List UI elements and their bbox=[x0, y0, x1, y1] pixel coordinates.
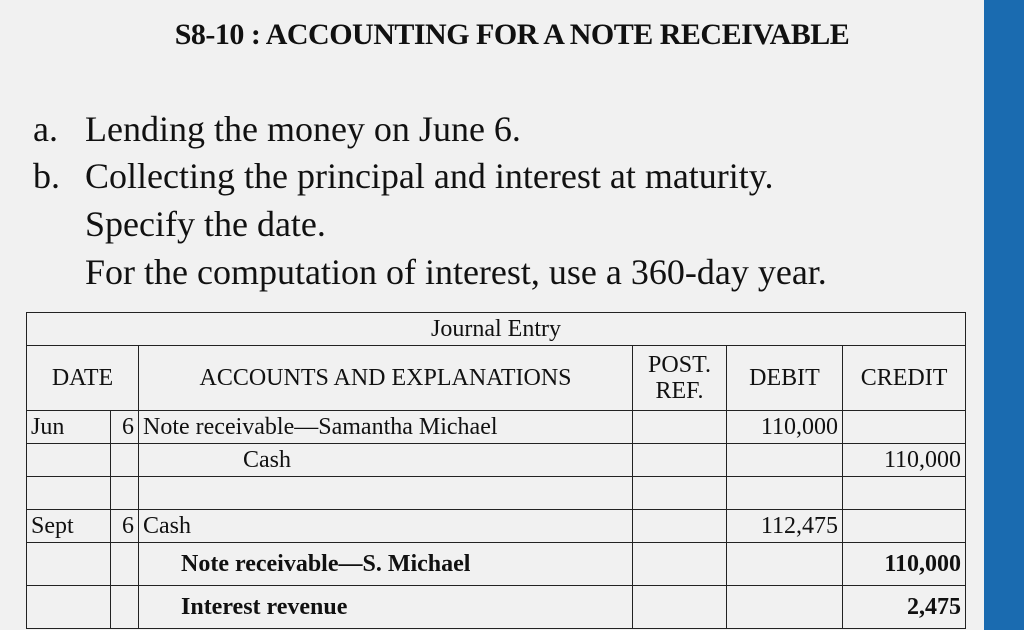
cell-account: Note receivable—Samantha Michael bbox=[139, 411, 633, 444]
header-post-ref-line2: REF. bbox=[655, 378, 704, 404]
cell-debit: 112,475 bbox=[727, 510, 843, 543]
cell-month: Sept bbox=[27, 510, 111, 543]
instruction-b bbox=[33, 155, 773, 197]
cell-debit bbox=[727, 477, 843, 510]
instruction-text: Collecting the principal and interest at maturity. bbox=[85, 156, 774, 196]
cell-account: Note receivable—S. Michael bbox=[139, 543, 633, 586]
cell-month bbox=[27, 543, 111, 586]
cell-post-ref bbox=[633, 586, 727, 629]
table-row bbox=[27, 477, 966, 510]
cell-credit: 110,000 bbox=[843, 543, 966, 586]
cell-post-ref bbox=[633, 543, 727, 586]
cell-credit: 110,000 bbox=[843, 444, 966, 477]
instruction-marker: b. bbox=[33, 156, 60, 196]
cell-month bbox=[27, 477, 111, 510]
cell-debit bbox=[727, 543, 843, 586]
cell-day bbox=[111, 586, 139, 629]
cell-account bbox=[139, 477, 633, 510]
journal-entry-table bbox=[26, 312, 966, 629]
instruction-a bbox=[33, 108, 521, 150]
cell-day bbox=[111, 444, 139, 477]
slide-title: S8-10 : ACCOUNTING FOR A NOTE RECEIVABLE bbox=[174, 18, 850, 51]
instruction-date-note: Specify the date. bbox=[85, 204, 326, 244]
table-row bbox=[27, 543, 966, 586]
cell-credit bbox=[843, 411, 966, 444]
header-post-ref-line1: POST. bbox=[648, 351, 711, 378]
cell-account: Cash bbox=[139, 510, 633, 543]
cell-post-ref bbox=[633, 411, 727, 444]
side-accent-bar bbox=[984, 0, 1024, 630]
header-credit: CREDIT bbox=[843, 346, 966, 411]
table-row bbox=[27, 444, 966, 477]
instruction-text: Lending the money on June 6. bbox=[85, 109, 521, 149]
cell-day: 6 bbox=[111, 510, 139, 543]
table-row bbox=[27, 510, 966, 543]
cell-debit bbox=[727, 586, 843, 629]
cell-credit: 2,475 bbox=[843, 586, 966, 629]
cell-credit bbox=[843, 477, 966, 510]
header-accounts: ACCOUNTS AND EXPLANATIONS bbox=[139, 346, 633, 411]
cell-account: Cash bbox=[139, 444, 633, 477]
header-post-ref bbox=[633, 346, 727, 411]
cell-day: 6 bbox=[111, 411, 139, 444]
cell-debit bbox=[727, 444, 843, 477]
cell-month bbox=[27, 444, 111, 477]
header-debit: DEBIT bbox=[727, 346, 843, 411]
cell-day bbox=[111, 477, 139, 510]
cell-month bbox=[27, 586, 111, 629]
header-date: DATE bbox=[27, 346, 139, 411]
cell-month: Jun bbox=[27, 411, 111, 444]
cell-post-ref bbox=[633, 444, 727, 477]
cell-post-ref bbox=[633, 510, 727, 543]
journal-caption: Journal Entry bbox=[27, 313, 966, 346]
cell-account: Interest revenue bbox=[139, 586, 633, 629]
cell-day bbox=[111, 543, 139, 586]
table-row bbox=[27, 586, 966, 629]
table-row bbox=[27, 411, 966, 444]
cell-credit bbox=[843, 510, 966, 543]
cell-debit: 110,000 bbox=[727, 411, 843, 444]
instruction-marker: a. bbox=[33, 109, 58, 149]
cell-post-ref bbox=[633, 477, 727, 510]
instruction-interest-note: For the computation of interest, use a 360-day year. bbox=[85, 252, 827, 292]
